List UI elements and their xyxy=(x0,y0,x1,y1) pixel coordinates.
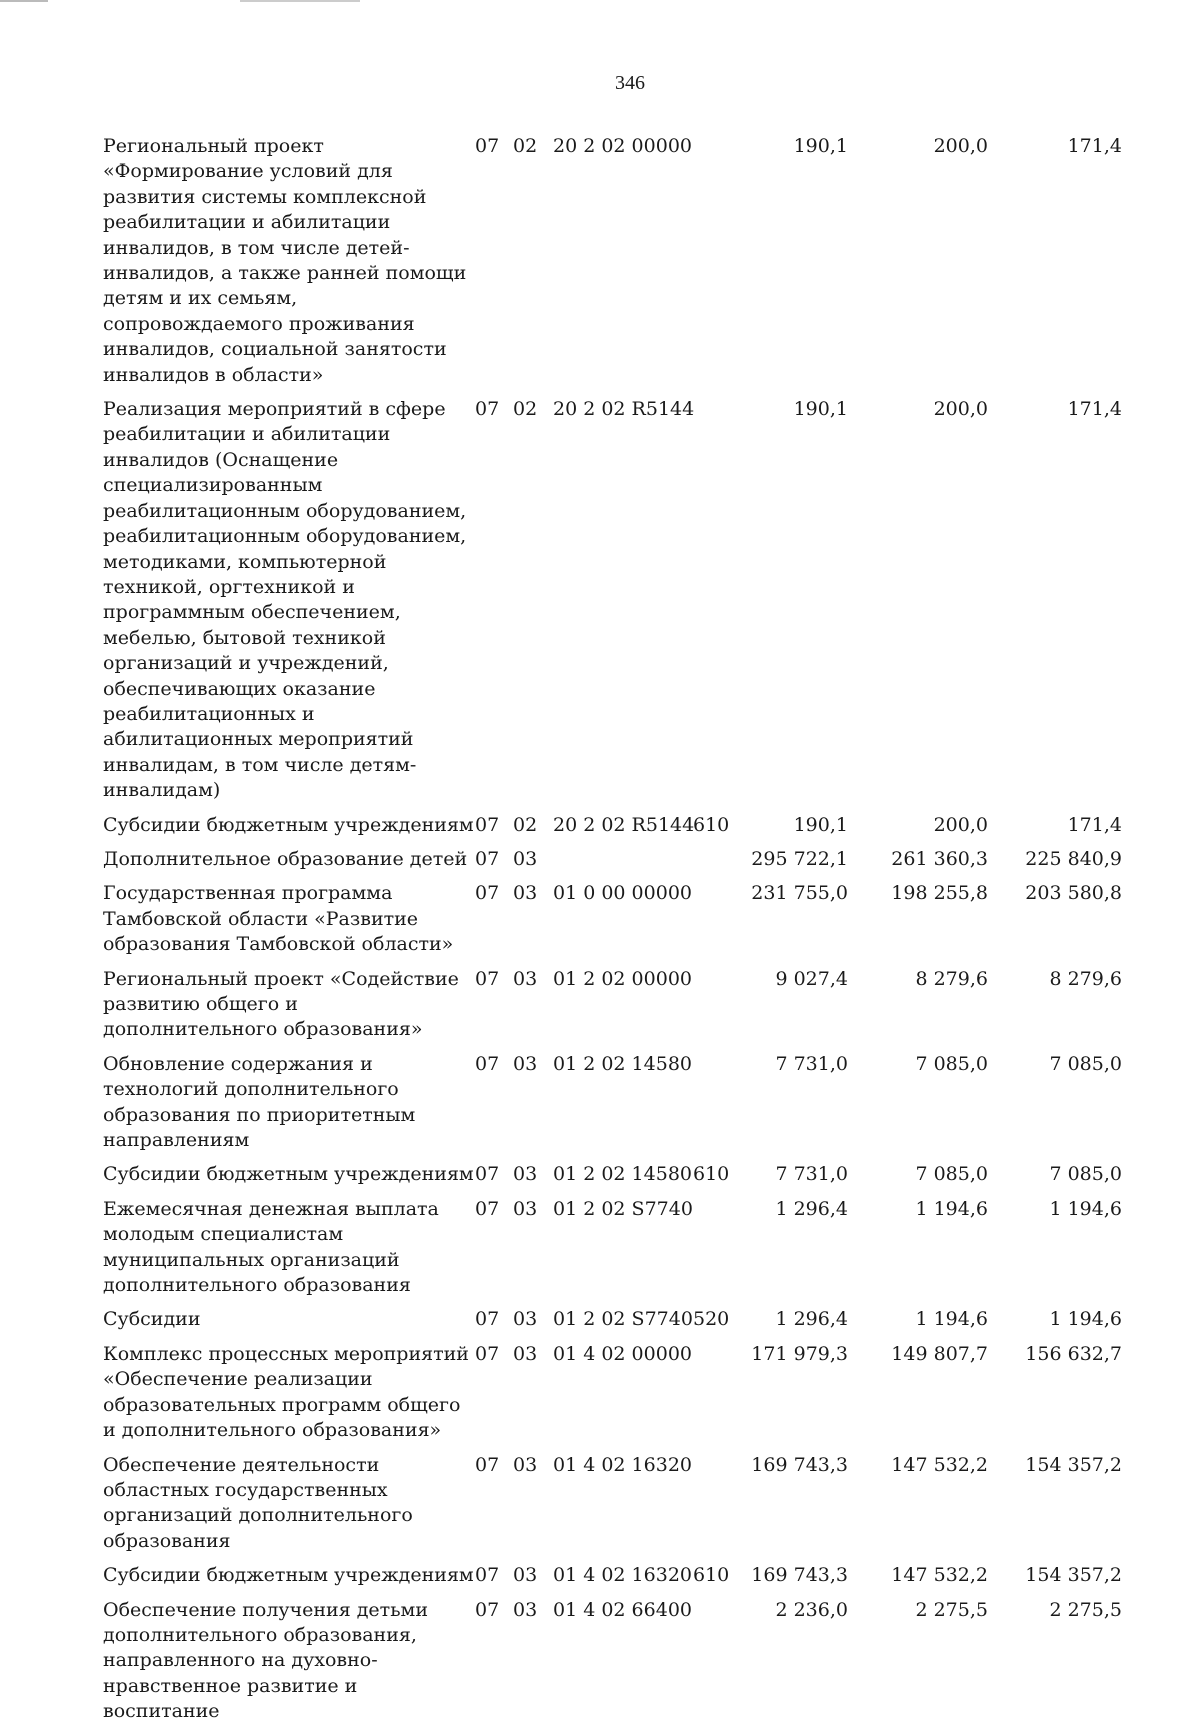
row-amount-year-3: 7 085,0 xyxy=(1049,1163,1122,1186)
row-amount-year-1: 7 731,0 xyxy=(775,1052,848,1075)
row-amount-year-3: 2 275,5 xyxy=(1049,1598,1122,1621)
row-subsection-code: 02 xyxy=(513,135,538,157)
row-amount-year-2: 198 255,8 xyxy=(891,882,988,905)
table-row xyxy=(0,1598,1200,1725)
row-target-article: 01 2 02 S7740 xyxy=(553,1197,693,1220)
row-subsection-code: 02 xyxy=(513,813,538,836)
row-name: Обновление содержания и технологий дополнительного образования по приоритетным направлениям xyxy=(103,1052,416,1152)
row-amount-year-3: 7 085,0 xyxy=(1049,1052,1122,1075)
row-amount-year-2: 2 275,5 xyxy=(915,1598,988,1621)
table-row xyxy=(0,397,1200,804)
row-name: Комплекс процессных мероприятий «Обеспечение реализации образовательных программ общего и дополнительного образования» xyxy=(103,1342,469,1442)
row-name: Субсидии бюджетным учреждениям xyxy=(103,1163,474,1186)
table-row xyxy=(0,1453,1200,1555)
row-amount-year-1: 169 743,3 xyxy=(751,1564,848,1587)
row-amount-year-3: 171,4 xyxy=(1067,813,1122,836)
table-row xyxy=(0,813,1200,838)
row-amount-year-2: 149 807,7 xyxy=(891,1342,988,1365)
row-amount-year-2: 8 279,6 xyxy=(915,967,988,990)
row-section-code: 07 xyxy=(475,1052,500,1075)
row-subsection-code: 03 xyxy=(513,882,538,905)
row-name: Региональный проект «Содействие развитию общего и дополнительного образования» xyxy=(103,967,459,1041)
table-row xyxy=(0,967,1200,1043)
row-amount-year-2: 7 085,0 xyxy=(915,1052,988,1075)
row-name: Ежемесячная денежная выплата молодым специалистам муниципальных организаций дополнительного образования xyxy=(103,1197,439,1297)
row-amount-year-2: 7 085,0 xyxy=(915,1163,988,1186)
row-subsection-code: 03 xyxy=(513,1308,538,1331)
row-expense-type: 610 xyxy=(693,1564,730,1587)
row-section-code: 07 xyxy=(475,398,500,421)
table-row xyxy=(0,881,1200,957)
row-amount-year-3: 1 194,6 xyxy=(1049,1308,1122,1331)
row-target-article: 01 2 02 S7740 xyxy=(553,1308,693,1331)
row-target-article: 20 2 02 R5144 xyxy=(553,813,695,836)
row-amount-year-3: 171,4 xyxy=(1067,135,1122,157)
table-row xyxy=(0,1563,1200,1588)
row-amount-year-2: 147 532,2 xyxy=(891,1453,988,1476)
row-expense-type: 610 xyxy=(693,1163,730,1186)
row-subsection-code: 03 xyxy=(513,1564,538,1587)
row-amount-year-3: 225 840,9 xyxy=(1025,847,1122,870)
row-amount-year-2: 147 532,2 xyxy=(891,1564,988,1587)
row-amount-year-1: 169 743,3 xyxy=(751,1453,848,1476)
page-number: 346 xyxy=(615,72,645,94)
row-name: Субсидии xyxy=(103,1308,201,1331)
row-subsection-code: 03 xyxy=(513,1197,538,1220)
scan-edge-artifact xyxy=(0,0,1200,2)
row-expense-type: 610 xyxy=(693,813,730,836)
row-amount-year-2: 261 360,3 xyxy=(891,847,988,870)
row-subsection-code: 03 xyxy=(513,967,538,990)
row-target-article: 01 2 02 00000 xyxy=(553,967,693,990)
budget-table xyxy=(0,134,1200,1734)
row-amount-year-1: 1 296,4 xyxy=(775,1308,848,1331)
row-subsection-code: 03 xyxy=(513,847,538,870)
row-section-code: 07 xyxy=(475,135,500,157)
row-section-code: 07 xyxy=(475,1163,500,1186)
table-row xyxy=(0,134,1200,388)
row-amount-year-1: 190,1 xyxy=(793,135,848,157)
row-amount-year-1: 9 027,4 xyxy=(775,967,848,990)
row-name: Дополнительное образование детей xyxy=(103,847,468,870)
row-target-article: 01 0 00 00000 xyxy=(553,882,693,905)
row-subsection-code: 03 xyxy=(513,1052,538,1075)
row-target-article: 20 2 02 R5144 xyxy=(553,398,695,421)
row-amount-year-3: 171,4 xyxy=(1067,398,1122,421)
row-amount-year-1: 190,1 xyxy=(793,813,848,836)
row-amount-year-3: 1 194,6 xyxy=(1049,1197,1122,1220)
row-amount-year-1: 1 296,4 xyxy=(775,1197,848,1220)
table-row xyxy=(0,1197,1200,1299)
row-amount-year-2: 200,0 xyxy=(933,813,988,836)
row-target-article: 01 4 02 00000 xyxy=(553,1342,693,1365)
row-section-code: 07 xyxy=(475,1564,500,1587)
row-subsection-code: 03 xyxy=(513,1453,538,1476)
row-amount-year-2: 200,0 xyxy=(933,135,988,157)
row-amount-year-2: 200,0 xyxy=(933,398,988,421)
row-amount-year-1: 190,1 xyxy=(793,398,848,421)
row-amount-year-1: 2 236,0 xyxy=(775,1598,848,1621)
row-target-article: 01 4 02 16320 xyxy=(553,1564,693,1587)
row-amount-year-2: 1 194,6 xyxy=(915,1308,988,1331)
row-amount-year-1: 295 722,1 xyxy=(751,847,848,870)
row-name: Государственная программа Тамбовской области «Развитие образования Тамбовской области» xyxy=(103,882,454,956)
row-amount-year-2: 1 194,6 xyxy=(915,1197,988,1220)
row-section-code: 07 xyxy=(475,1308,500,1331)
table-row xyxy=(0,1307,1200,1332)
row-section-code: 07 xyxy=(475,882,500,905)
row-name: Реализация мероприятий в сфере реабилитации и абилитации инвалидов (Оснащение специализированным реабилитационным оборудованием, реабилитационным оборудованием, методиками, компьютерной техникой, оргтехникой и программным обеспечением, мебелью, бытовой техникой организаций и учреждений, обеспечивающих оказание реабилитационных и абилитационных мероприятий инвалидам, в том числе детям-инвалидам) xyxy=(103,398,467,802)
row-target-article: 01 2 02 14580 xyxy=(553,1163,693,1186)
row-subsection-code: 02 xyxy=(513,398,538,421)
table-row xyxy=(0,1052,1200,1154)
row-amount-year-3: 8 279,6 xyxy=(1049,967,1122,990)
row-amount-year-3: 154 357,2 xyxy=(1025,1564,1122,1587)
row-amount-year-1: 171 979,3 xyxy=(751,1342,848,1365)
row-name: Субсидии бюджетным учреждениям xyxy=(103,1564,474,1587)
row-section-code: 07 xyxy=(475,1342,500,1365)
row-amount-year-3: 156 632,7 xyxy=(1025,1342,1122,1365)
row-subsection-code: 03 xyxy=(513,1342,538,1365)
row-expense-type: 520 xyxy=(693,1308,730,1331)
table-row xyxy=(0,1162,1200,1187)
row-target-article: 01 2 02 14580 xyxy=(553,1052,693,1075)
row-section-code: 07 xyxy=(475,967,500,990)
row-section-code: 07 xyxy=(475,813,500,836)
row-name: Обеспечение получения детьми дополнительного образования, направленного на духовно-нравственное развитие и воспитание xyxy=(103,1598,428,1723)
row-target-article: 01 4 02 16320 xyxy=(553,1453,693,1476)
row-target-article: 01 4 02 66400 xyxy=(553,1598,693,1621)
row-name: Региональный проект «Формирование условий для развития системы комплексной реабилитации и абилитации инвалидов, в том числе детей-инвалидов, а также ранней помощи детям и их семьям, сопровождаемого проживания инвалидов, социальной занятости инвалидов в области» xyxy=(103,135,467,386)
row-section-code: 07 xyxy=(475,1453,500,1476)
row-subsection-code: 03 xyxy=(513,1598,538,1621)
row-name: Субсидии бюджетным учреждениям xyxy=(103,813,474,836)
table-row xyxy=(0,1342,1200,1444)
row-section-code: 07 xyxy=(475,1197,500,1220)
row-amount-year-1: 231 755,0 xyxy=(751,882,848,905)
table-row xyxy=(0,847,1200,872)
row-subsection-code: 03 xyxy=(513,1163,538,1186)
row-name: Обеспечение деятельности областных государственных организаций дополнительного образования xyxy=(103,1453,413,1552)
row-amount-year-1: 7 731,0 xyxy=(775,1163,848,1186)
row-section-code: 07 xyxy=(475,1598,500,1621)
row-amount-year-3: 154 357,2 xyxy=(1025,1453,1122,1476)
row-target-article: 20 2 02 00000 xyxy=(553,135,693,157)
row-section-code: 07 xyxy=(475,847,500,870)
row-amount-year-3: 203 580,8 xyxy=(1025,882,1122,905)
